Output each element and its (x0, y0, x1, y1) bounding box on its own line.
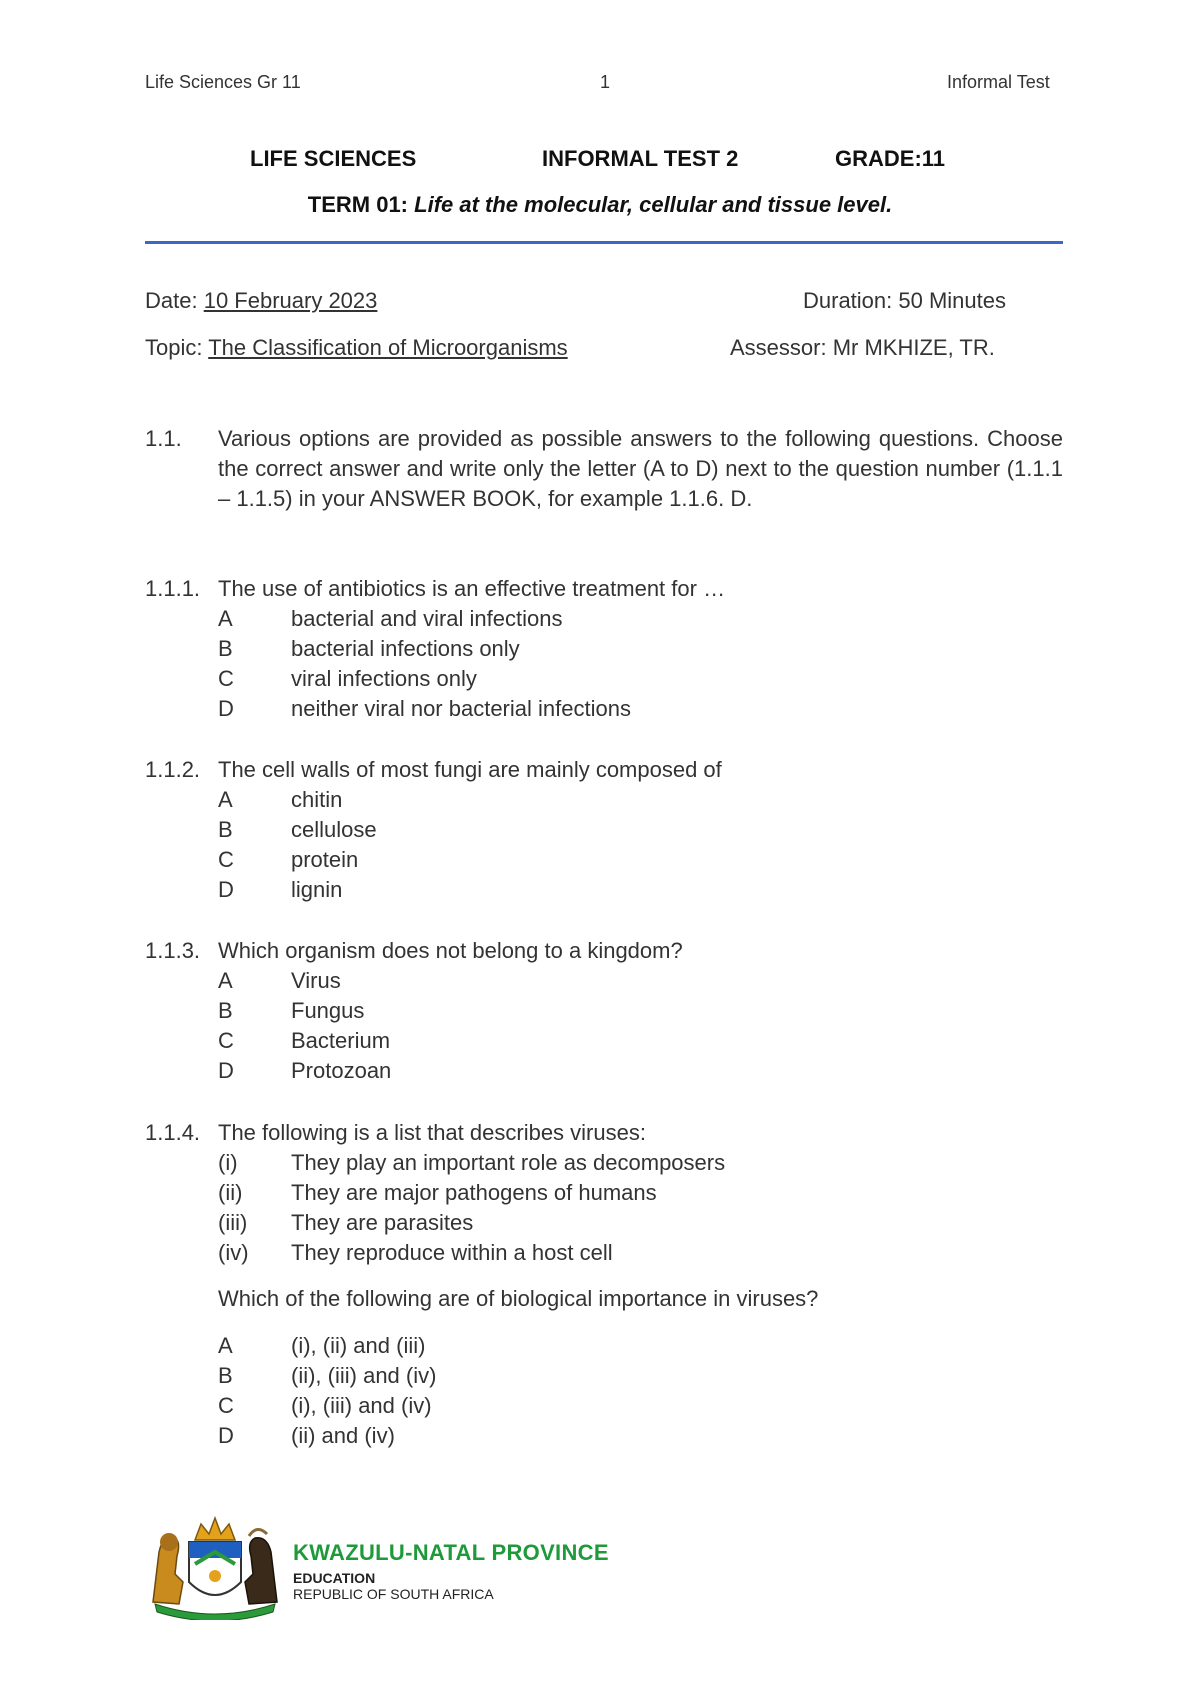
option-letter: C (218, 666, 234, 691)
department-name: EDUCATION (293, 1570, 376, 1586)
question-number: 1.1.4. (145, 1120, 201, 1145)
question-text: The use of antibiotics is an effective treatment for … (218, 576, 726, 601)
option-letter: A (218, 787, 233, 812)
option-text: Virus (291, 968, 341, 993)
header-left: Life Sciences Gr 11 (145, 72, 301, 92)
option-letter: C (218, 1028, 234, 1053)
statement-label: (ii) (218, 1180, 243, 1205)
question-prompt: Which of the following are of biological importance in viruses? (218, 1286, 819, 1311)
option-text: viral infections only (291, 666, 477, 691)
option-text: bacterial infections only (291, 636, 520, 661)
option-letter: B (218, 817, 233, 842)
header-right: Informal Test (947, 72, 1050, 92)
question-number: 1.1.3. (145, 938, 201, 963)
question-text: The cell walls of most fungi are mainly composed of (218, 757, 722, 782)
topic-value: The Classification of Microorganisms (208, 335, 568, 360)
duration: Duration: 50 Minutes (803, 288, 1006, 313)
option-letter: A (218, 968, 233, 993)
option-text: (ii) and (iv) (291, 1423, 395, 1448)
date-line (145, 288, 377, 314)
subject-title: LIFE SCIENCES (250, 146, 417, 171)
option-text: chitin (291, 787, 343, 812)
option-text: (i), (ii) and (iii) (291, 1333, 426, 1358)
date-label: Date: (145, 288, 198, 313)
option-letter: B (218, 636, 233, 661)
option-letter: C (218, 1393, 234, 1418)
option-text: protein (291, 847, 359, 872)
assessor: Assessor: Mr MKHIZE, TR. (730, 335, 995, 360)
option-letter: D (218, 1423, 234, 1448)
term-line (0, 192, 1200, 218)
statement-label: (i) (218, 1150, 238, 1175)
option-text: Protozoan (291, 1058, 392, 1083)
date-value: 10 February 2023 (203, 288, 378, 313)
option-letter: C (218, 847, 234, 872)
country-name: REPUBLIC OF SOUTH AFRICA (293, 1586, 494, 1602)
topic-label: Topic: (145, 335, 203, 360)
statement-text: They are major pathogens of humans (291, 1180, 657, 1205)
topic-line (145, 335, 568, 361)
option-text: Bacterium (291, 1028, 391, 1053)
statement-label: (iii) (218, 1210, 248, 1235)
option-letter: D (218, 877, 234, 902)
option-letter: A (218, 606, 233, 631)
option-letter: B (218, 1363, 233, 1388)
question-text: Which organism does not belong to a kingdom? (218, 938, 683, 963)
instruction-text: Various options are provided as possible answers to the following questions. Choose the correct answer and write only the letter (A to D) next to the question number (1.1.1 – 1.1.5) in your ANSWER BOOK, for example 1.1.6. D. (218, 426, 1063, 511)
instruction-number: 1.1. (145, 426, 182, 451)
grade-title: GRADE:11 (835, 146, 946, 171)
term-label: TERM 01: (307, 192, 409, 217)
option-letter: A (218, 1333, 233, 1358)
page-number: 1 (600, 72, 611, 92)
divider-rule (145, 241, 1063, 244)
statement-text: They reproduce within a host cell (291, 1240, 613, 1265)
option-text: neither viral nor bacterial infections (291, 696, 631, 721)
option-letter: D (218, 1058, 234, 1083)
option-text: Fungus (291, 998, 365, 1023)
option-text: cellulose (291, 817, 377, 842)
option-text: lignin (291, 877, 343, 902)
option-text: bacterial and viral infections (291, 606, 563, 631)
statement-text: They are parasites (291, 1210, 474, 1235)
province-name: KWAZULU-NATAL PROVINCE (293, 1540, 609, 1565)
option-text: (i), (iii) and (iv) (291, 1393, 432, 1418)
test-title: INFORMAL TEST 2 (542, 146, 739, 171)
term-text: Life at the molecular, cellular and tissue level. (414, 192, 893, 217)
question-number: 1.1.1. (145, 576, 201, 601)
instruction-block (145, 424, 1063, 514)
coat-of-arms-logo (145, 1512, 285, 1620)
option-text: (ii), (iii) and (iv) (291, 1363, 437, 1388)
question-text: The following is a list that describes viruses: (218, 1120, 646, 1145)
question-number: 1.1.2. (145, 757, 201, 782)
option-letter: B (218, 998, 233, 1023)
option-letter: D (218, 696, 234, 721)
statement-text: They play an important role as decomposers (291, 1150, 726, 1175)
statement-label: (iv) (218, 1240, 249, 1265)
coat-of-arms-icon (145, 1512, 285, 1620)
